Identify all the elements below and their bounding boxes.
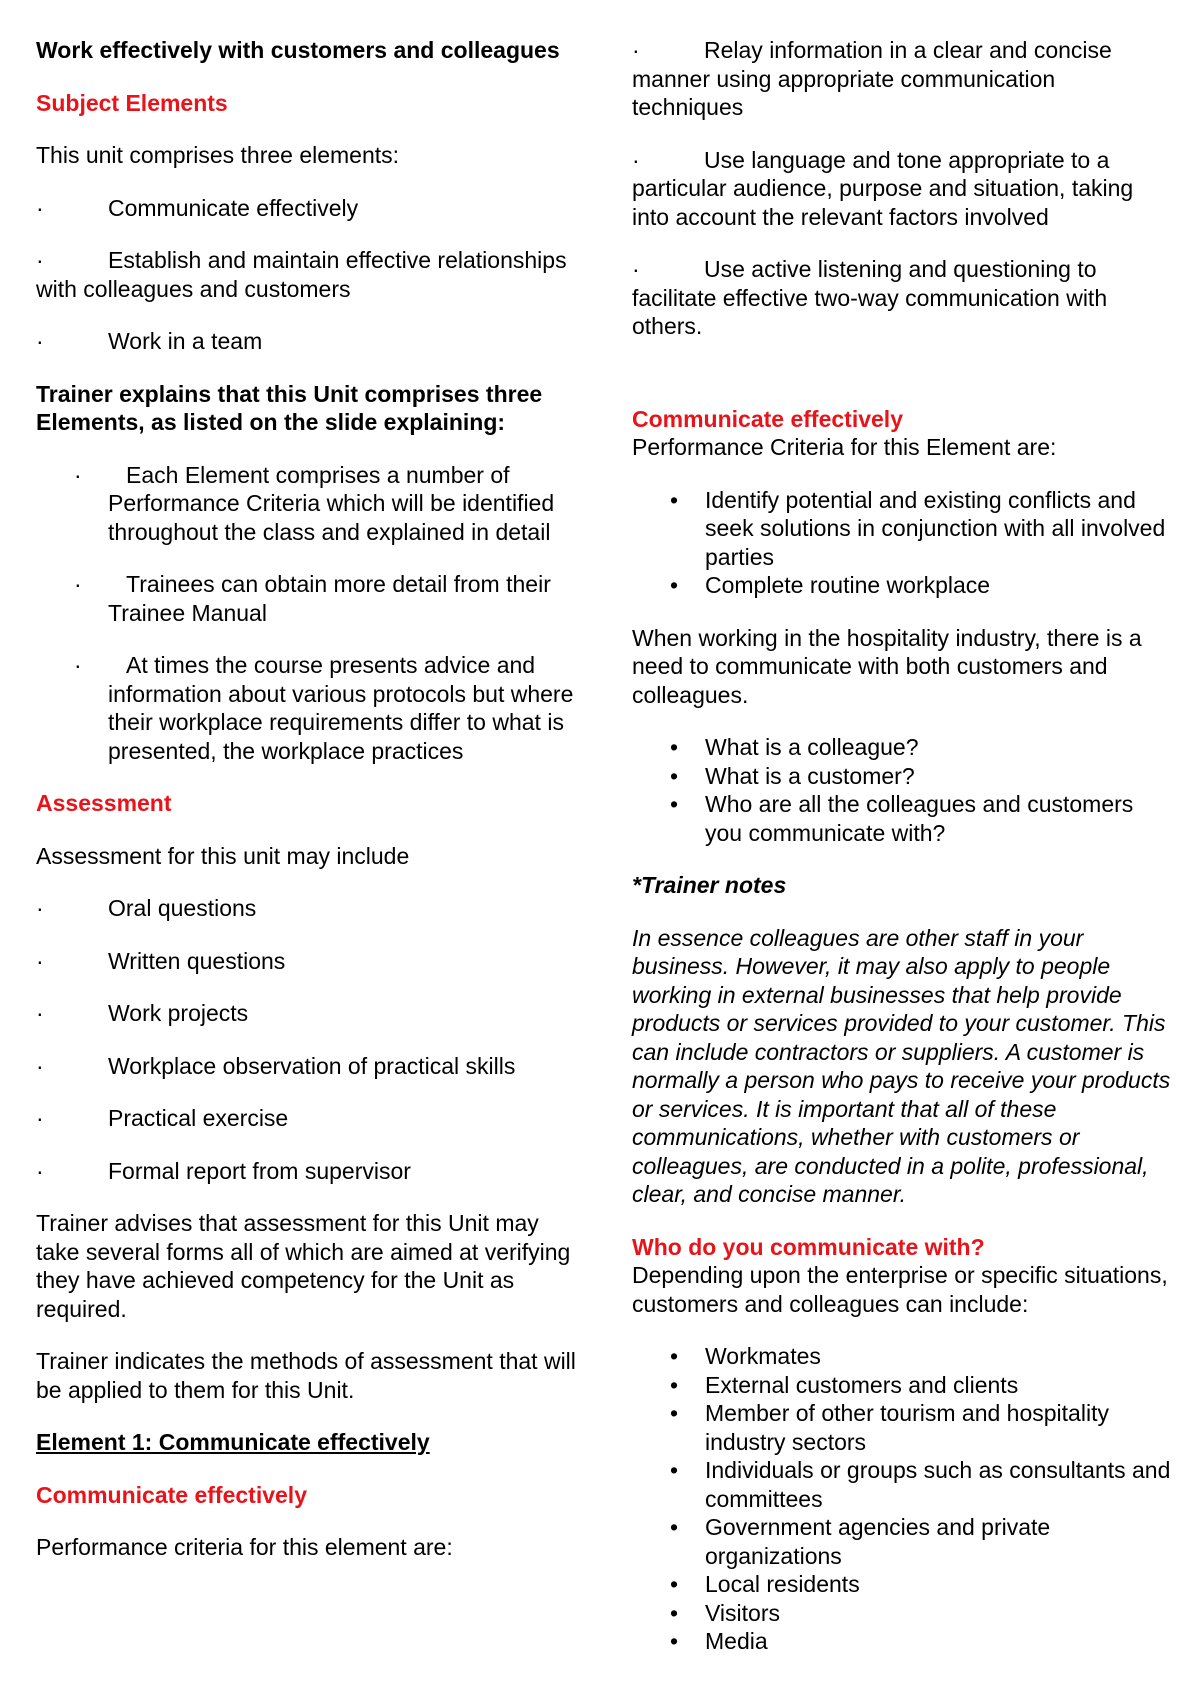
list-item: • Member of other tourism and hospitality industry sectors <box>670 1400 1109 1455</box>
trainer-explains-heading: Trainer explains that this Unit comprises three Elements, as listed on the slide explaining: <box>36 380 543 435</box>
assessment-item: · Workplace observation of practical skills <box>36 1052 516 1079</box>
assessment-item: · Oral questions <box>36 895 257 921</box>
criteria-item: · Use active listening and questioning to facilitate effective two-way communication with others. <box>632 256 1108 339</box>
criteria-item: · Relay information in a clear and concise manner using appropriate communication techniques <box>632 37 1112 120</box>
trainer-advises-text: Trainer advises that assessment for this Unit may take several forms all of which are aimed at verifying they have achieved competency for the Unit as required. <box>36 1210 571 1322</box>
list-item: • Complete routine workplace <box>670 572 991 598</box>
performance-criteria-intro-right: Performance Criteria for this Element are: <box>632 434 1057 460</box>
assessment-item: · Practical exercise <box>36 1105 289 1131</box>
criteria-list <box>632 486 1172 600</box>
assessment-item: · Work projects <box>36 1000 249 1026</box>
subject-elements-heading: Subject Elements <box>36 89 228 116</box>
element-item: · Establish and maintain effective relationships with colleagues and customers <box>36 247 567 302</box>
left-column <box>36 36 588 1586</box>
communicate-effectively-heading: Communicate effectively <box>36 1481 307 1508</box>
trainer-notes-heading: *Trainer notes <box>632 872 787 898</box>
list-item: • Identify potential and existing conflicts and seek solutions in conjunction with all involved parties <box>670 486 1166 570</box>
questions-list <box>632 733 1172 847</box>
list-item: • What is a customer? <box>670 762 915 789</box>
element-item: · Work in a team <box>36 328 263 354</box>
list-item: • External customers and clients <box>670 1371 1019 1398</box>
criteria-item: · Use language and tone appropriate to a particular audience, purpose and situation, taking into account the relevant factors involved <box>632 146 1134 230</box>
document-title: Work effectively with customers and colleagues <box>36 37 560 63</box>
contacts-list <box>632 1342 1172 1656</box>
who-intro: Depending upon the enterprise or specific situations, customers and colleagues can include: <box>632 1262 1168 1317</box>
list-item: • Visitors <box>670 1599 780 1626</box>
assessment-intro: Assessment for this unit may include <box>36 842 410 869</box>
list-item: • Individuals or groups such as consultants and committees <box>670 1457 1171 1512</box>
who-heading: Who do you communicate with? <box>632 1233 985 1260</box>
list-item: • What is a colleague? <box>670 734 919 760</box>
communicate-effectively-heading-right: Communicate effectively <box>632 405 903 432</box>
element-item: · Communicate effectively <box>36 194 359 221</box>
trainer-notes-text: In essence colleagues are other staff in your business. However, it may also apply to people working in external businesses that help provide products or services provided to your customer. This can include contractors or suppliers. A customer is normally a person who pays to receive your products or services. It is important that all of these communications, whether with customers or colleagues, are conducted in a polite, professional, clear, and concise manner. <box>632 924 1171 1207</box>
hospitality-text: When working in the hospitality industry, there is a need to communicate with both customers and colleagues. <box>632 624 1142 708</box>
assessment-heading: Assessment <box>36 790 172 816</box>
assessment-item: · Written questions <box>36 947 286 974</box>
right-column <box>632 36 1172 1680</box>
list-item: • Who are all the colleagues and customers you communicate with? <box>670 791 1134 846</box>
unit-intro: This unit comprises three elements: <box>36 142 400 168</box>
assessment-item: · Formal report from supervisor <box>36 1157 411 1184</box>
list-item: • Government agencies and private organizations <box>670 1514 1051 1569</box>
trainer-point: · Trainees can obtain more detail from their Trainee Manual <box>74 571 551 626</box>
trainer-indicates-text: Trainer indicates the methods of assessment that will be applied to them for this Unit. <box>36 1348 576 1403</box>
list-item: • Workmates <box>670 1343 821 1369</box>
list-item: • Local residents <box>670 1571 860 1597</box>
list-item: • Media <box>670 1628 768 1654</box>
trainer-point: · Each Element comprises a number of Performance Criteria which will be identified throughout the class and explained in detail <box>74 461 555 545</box>
trainer-point: · At times the course presents advice and information about various protocols but where their workplace requirements differ to what is presented, the workplace practices <box>74 652 574 764</box>
element1-heading: Element 1: Communicate effectively <box>36 1429 430 1455</box>
performance-criteria-intro: Performance criteria for this element are: <box>36 1534 453 1560</box>
